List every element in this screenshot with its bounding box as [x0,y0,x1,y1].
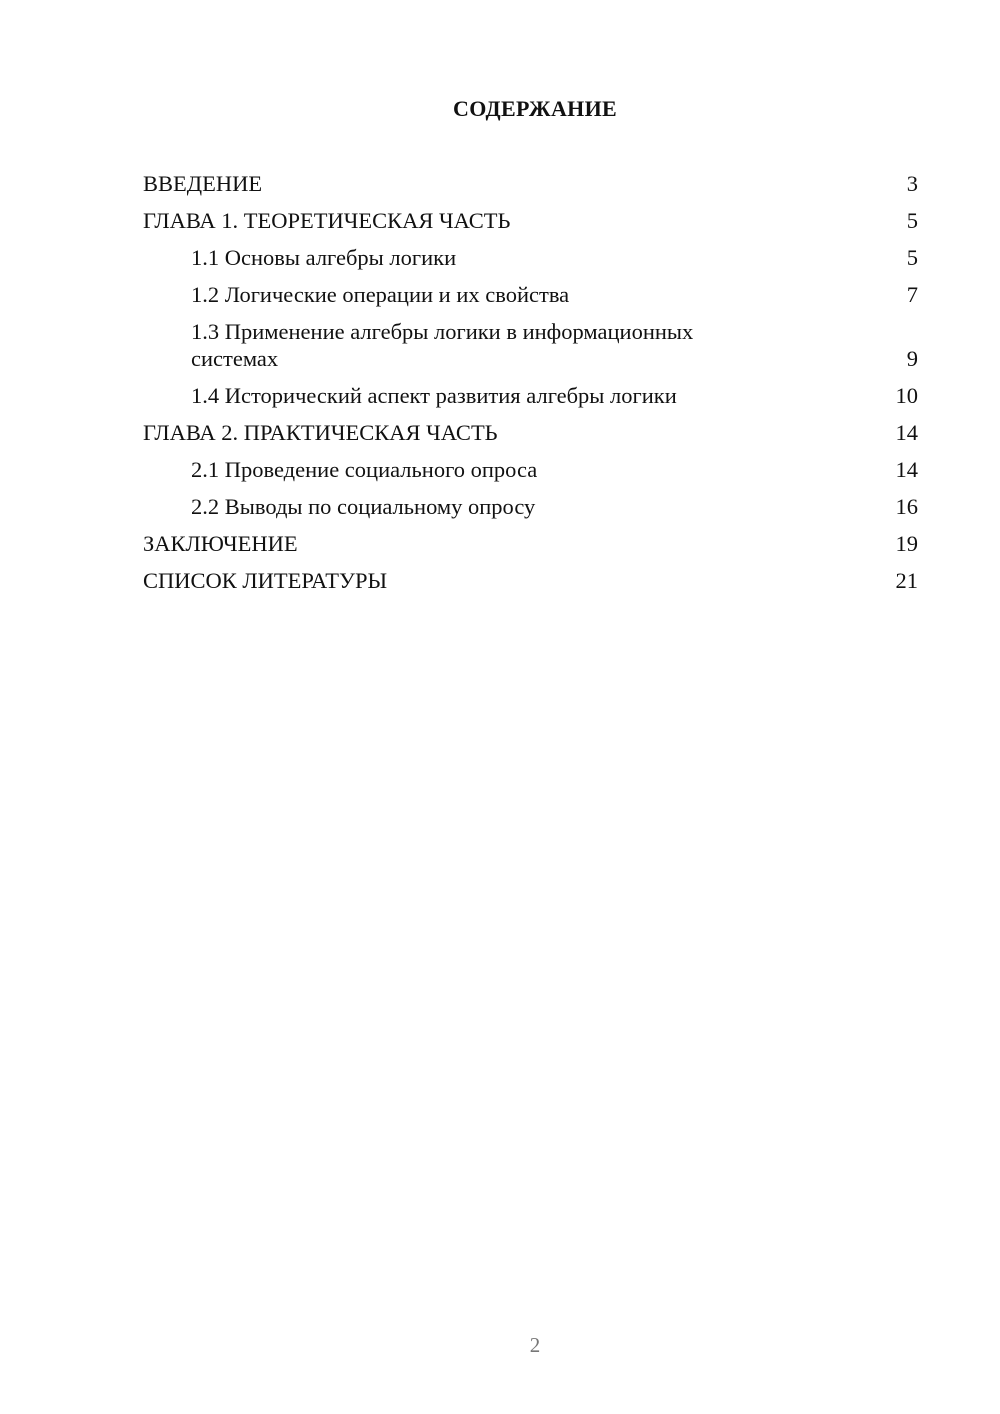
toc-entry-label: 1.4 Исторический аспект развития алгебры логики [191,383,677,408]
toc-entry-page: 21 [895,568,918,593]
toc-entry-page: 19 [895,531,918,556]
toc-entry-page: 5 [906,208,918,233]
toc-entry-label: ГЛАВА 2. ПРАКТИЧЕСКАЯ ЧАСТЬ [143,420,498,445]
toc-entry-label: ЗАКЛЮЧЕНИЕ [143,531,298,556]
toc-entry-label: ВВЕДЕНИЕ [143,171,263,196]
toc-entry-page: 5 [906,245,918,270]
toc-entry-page: 14 [895,420,918,445]
toc-entry-conclusion[interactable] [143,530,918,557]
toc-entry-bibliography[interactable] [143,567,918,594]
toc-entry-label: СПИСОК ЛИТЕРАТУРЫ [143,568,388,593]
toc-entry-label: 2.1 Проведение социального опроса [191,457,538,482]
toc-entry-section-1-4[interactable] [143,382,918,409]
toc-entry-page: 7 [906,282,918,307]
toc-entry-chapter-1[interactable] [143,207,918,234]
table-of-contents [143,170,918,604]
toc-entry-chapter-2[interactable] [143,419,918,446]
toc-entry-label: 1.3 Применение алгебры логики в информационных системах [191,319,694,371]
toc-entry-label: ГЛАВА 1. ТЕОРЕТИЧЕСКАЯ ЧАСТЬ [143,208,511,233]
toc-entry-label: 2.2 Выводы по социальному опросу [191,494,536,519]
toc-entry-section-2-2[interactable] [143,493,918,520]
toc-entry-section-1-2[interactable] [143,281,918,308]
toc-entry-page: 3 [906,171,918,196]
toc-entry-page: 16 [895,494,918,519]
toc-title: СОДЕРЖАНИЕ [453,96,617,121]
toc-entry-section-1-1[interactable] [143,244,918,271]
toc-entry-page: 14 [895,457,918,482]
toc-entry-section-2-1[interactable] [143,456,918,483]
toc-entry-introduction[interactable] [143,170,918,197]
toc-entry-page: 9 [906,346,918,371]
toc-entry-page: 10 [895,383,918,408]
toc-entry-label: 1.2 Логические операции и их свойства [191,282,570,307]
page-number: 2 [529,1333,541,1357]
toc-entry-section-1-3[interactable] [143,318,918,372]
toc-entry-label: 1.1 Основы алгебры логики [191,245,457,270]
